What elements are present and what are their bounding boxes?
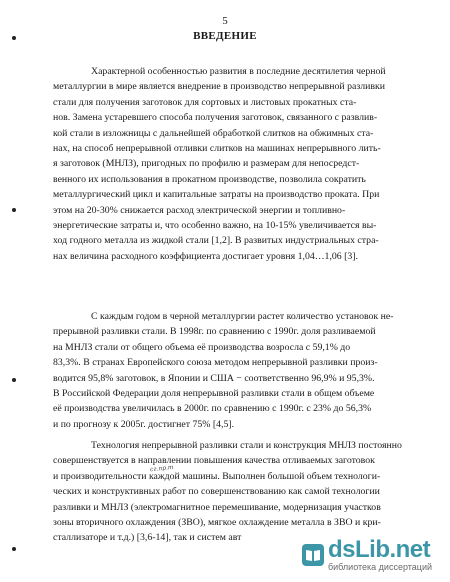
text-line: на МНЛЗ стали от общего объема её производства возросла с 59,1% до	[53, 341, 351, 353]
watermark-brand: dsLib.net	[327, 536, 431, 563]
watermark-subtitle: библиотека диссертаций	[327, 562, 432, 572]
text-line: ческих и конструктивных работ по совершенствованию как самой технологии	[53, 486, 380, 498]
text-line: Характерной особенностью развития в последние десятилетия черной	[91, 66, 386, 77]
text-line: стали для получения заготовок для сортовых и листовых прокатных ста-	[53, 96, 357, 108]
text-line: и по прогнозу к 2005г. достигнет 75% [4,5].	[53, 418, 235, 430]
text-line: 83,3%. В странах Европейского союза методом непрерывной разливки произ-	[53, 357, 378, 369]
text-line: сталлизаторе и т.д.) [3,6-14], так и систем авт	[53, 532, 242, 544]
paragraph-3	[53, 438, 405, 546]
text-line: я заготовок (МНЛЗ), пригодных по профилю и размерам для непосредст-	[53, 158, 360, 170]
text-line: и производительности каждой машины. Выполнен большой объем технологи-	[53, 470, 381, 482]
text-line: металлургический цикл и капитальные затраты на производство проката. При	[53, 189, 380, 201]
watermark	[298, 536, 436, 574]
text-line: нах величина расходного коэффициента достигает уровня 1,04…1,06 [3].	[53, 250, 359, 262]
text-line: В Российской Федерации доля непрерывной разливки стали в общем объеме	[53, 387, 375, 399]
margin-note: сг.пр.т	[149, 463, 174, 474]
text-line: зоны вторичного охлаждения (ЗВО), мягкое охлаждение металла в ЗВО и кри-	[53, 516, 381, 528]
text-line: совершенствуется в направлении повышения качества отливаемых заготовок	[53, 455, 375, 467]
binder-dot	[12, 36, 16, 40]
text-line: металлургии в мире является внедрение в производство непрерывной разливки	[53, 81, 385, 93]
page-number: 5	[222, 15, 228, 27]
book-icon	[302, 544, 324, 566]
text-line: С каждым годом в черной металлургии растет количество установок не-	[91, 311, 394, 322]
text-line: разливки и МНЛЗ (электромагнитное перемешивание, модернизация участков	[53, 501, 381, 513]
text-line: нов. Замена устаревшего способа получения заготовок, связанного с развлив-	[53, 112, 378, 124]
section-heading: ВВЕДЕНИЕ	[193, 30, 257, 42]
text-line: Технология непрерывной разливки стали и конструкция МНЛЗ постоянно	[91, 440, 402, 451]
binder-dot	[12, 378, 16, 382]
paragraph-2	[53, 309, 405, 432]
binder-dot	[12, 208, 16, 212]
binder-dot	[12, 547, 16, 551]
text-line: кой стали в изложницы с дальнейшей обработкой слитков на обжимных ста-	[53, 127, 374, 139]
text-line: её производства увеличилась в 2000г. по сравнению с 1990г. с 23% до 56,3%	[53, 403, 372, 415]
text-line: энергетические затраты и, что особенно важно, на 10-15% увеличивается вы-	[53, 219, 377, 231]
text-line: этом на 20-30% снижается расход электрической энергии и топливно-	[53, 204, 346, 216]
text-line: прерывной разливки стали. В 1998г. по сравнению с 1990г. доля разливаемой	[53, 326, 376, 338]
text-line: венного их использования в прокатном производстве, позволила сократить	[53, 173, 366, 185]
text-line: ход годного металла из жидкой стали [1,2]. В развитых индустриальных стра-	[53, 235, 379, 247]
text-line: водится 95,8% заготовок, в Японии и США − соответственно 96,9% и 95,3%.	[53, 372, 375, 384]
paragraph-1	[53, 64, 405, 264]
text-line: нах, на способ непрерывной отливки слитков на машинах непрерывного лить-	[53, 142, 381, 154]
